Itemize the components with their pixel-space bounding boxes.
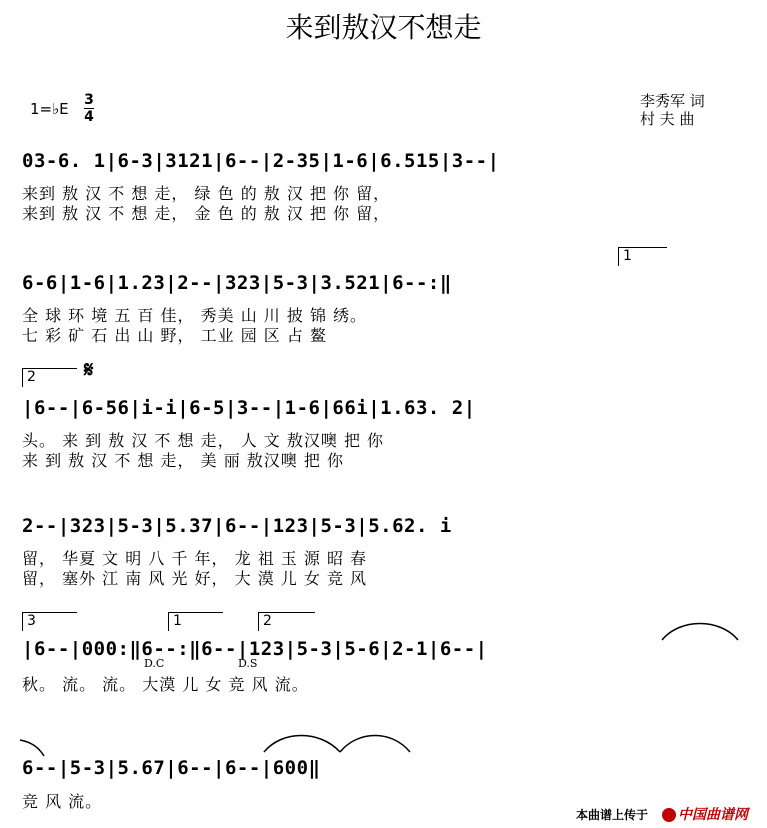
composer-credit: 村 夫 曲	[640, 110, 695, 128]
volta-2b-label: 2	[263, 613, 272, 629]
lyricist-credit: 李秀军 词	[640, 92, 705, 110]
volta-2-bracket	[22, 368, 77, 387]
footer-upload-text: 本曲谱上传于	[576, 808, 649, 822]
volta-3-label: 3	[27, 613, 36, 629]
volta-1-bracket	[618, 247, 667, 266]
system-1-lyrics-verse-1: 来到 敖 汉 不 想 走， 绿 色 的 敖 汉 把 你 留，	[22, 184, 391, 203]
key-signature: 1=♭E	[30, 100, 69, 118]
system-6-notes: 6--|5-3|5.67|6--|6--|600‖	[22, 757, 321, 779]
system-2-lyrics-verse-1: 全 球 环 境 五 百 佳， 秀美 山 川 披 锦 绣。	[22, 306, 368, 325]
volta-1b-bracket	[168, 612, 223, 631]
system-3-lyrics-verse-1: 头。 来 到 敖 汉 不 想 走， 人 文 敖汉噢 把 你	[22, 431, 385, 450]
volta-1-label: 1	[623, 248, 632, 264]
page-title: 来到敖汉不想走	[285, 11, 482, 44]
system-4-lyrics-verse-2: 留， 塞外 江 南 风 光 好， 大 漠 儿 女 竞 风	[22, 569, 368, 588]
time-signature-bottom: 4	[84, 109, 94, 125]
site-logo-icon	[662, 808, 676, 822]
time-signature-top: 3	[84, 92, 94, 108]
system-3-lyrics-verse-2: 来 到 敖 汉 不 想 走， 美 丽 敖汉噢 把 你	[22, 451, 344, 470]
footer-site-name[interactable]: 中国曲谱网	[678, 807, 748, 823]
volta-2b-bracket	[258, 612, 315, 631]
system-5-notes: |6--|000:‖6--:‖6--|123|5-3|5-6|2-1|6--|	[22, 638, 488, 660]
tie-slur-system-6	[262, 728, 412, 758]
da-capo-mark: D.C	[144, 657, 165, 670]
volta-3-bracket	[22, 612, 77, 631]
system-6-lyrics: 竞 风 流。	[22, 792, 103, 811]
footer-site[interactable]	[660, 804, 748, 824]
time-signature	[84, 92, 94, 125]
system-1-lyrics-verse-2: 来到 敖 汉 不 想 走， 金 色 的 敖 汉 把 你 留，	[22, 204, 391, 223]
tie-slur-system-5	[660, 618, 740, 648]
system-2-notes: 6-6|1-6|1.23|2--|323|5-3|3.521|6--:‖	[22, 272, 452, 294]
dal-segno-mark: D.S	[238, 657, 258, 670]
system-3-notes: |6--|6-56|i-i|6-5|3--|1-6|66i|1.63. 2|	[22, 397, 476, 419]
segno-sign: 𝄋	[84, 358, 94, 383]
volta-2-label: 2	[27, 369, 36, 385]
system-4-notes: 2--|323|5-3|5.37|6--|123|5-3|5.62. i	[22, 515, 452, 537]
system-4-lyrics-verse-1: 留， 华夏 文 明 八 千 年， 龙 祖 玉 源 昭 春	[22, 549, 368, 568]
system-5-lyrics: 秋。 流。 流。 大漠 儿 女 竞 风 流。	[22, 675, 309, 694]
volta-1b-label: 1	[173, 613, 182, 629]
system-1-notes: 03-6. 1|6-3|3121|6--|2-35|1-6|6.515|3--|	[22, 150, 500, 172]
system-2-lyrics-verse-2: 七 彩 矿 石 出 山 野， 工业 园 区 占 鳌	[22, 326, 327, 345]
